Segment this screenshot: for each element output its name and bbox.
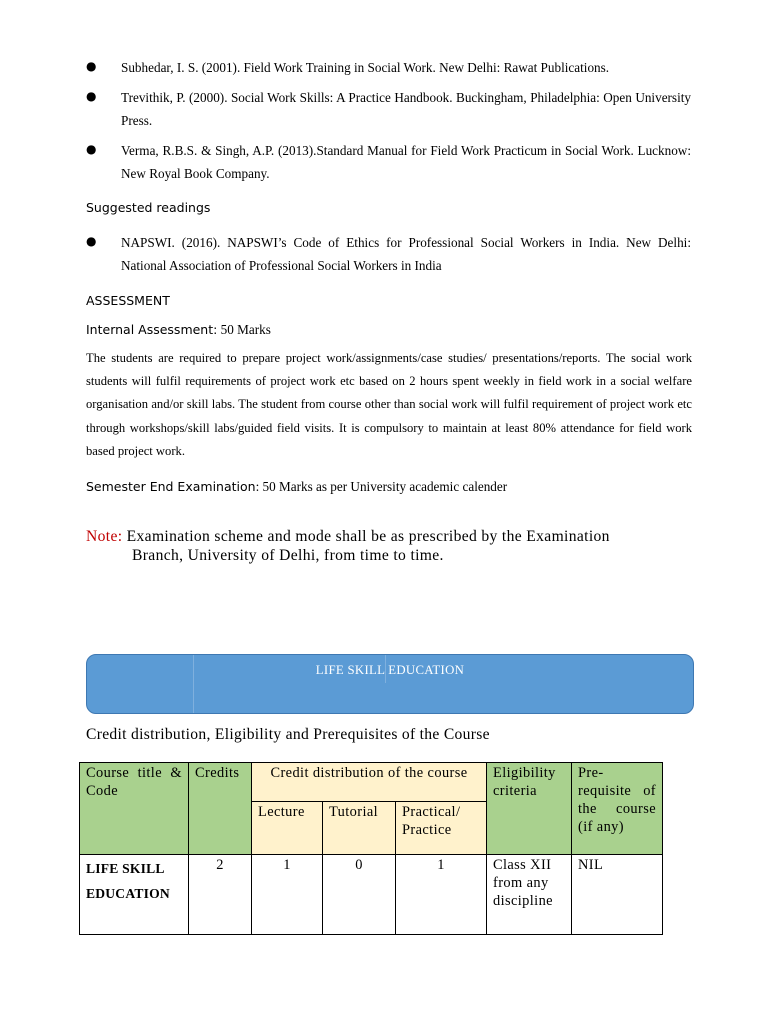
header-eligibility: Eligibility criteria [487, 763, 572, 855]
header-distribution: Credit distribution of the course [252, 763, 487, 802]
note [86, 527, 706, 546]
credit-distribution-table [79, 762, 663, 935]
bullet-icon: ● [86, 234, 97, 248]
note-line-1: Examination scheme and mode shall be as prescribed by the Examination [126, 528, 610, 545]
row-prerequisite: NIL [572, 855, 663, 935]
row-course: LIFE SKILL EDUCATION [80, 855, 189, 935]
reference-text: Verma, R.B.S. & Singh, A.P. (2013).Standard Manual for Field Work Practicum in Social Work. Lucknow: New Royal Book Company. [121, 143, 691, 181]
bullet-icon: ● [86, 59, 97, 73]
semester-end-examination [86, 479, 507, 495]
suggested-readings-heading: Suggested readings [86, 200, 211, 215]
header-prerequisite: Pre-requisite of the course (if any) [572, 763, 663, 855]
header-course: Course title & Code [80, 763, 189, 855]
row-practical: 1 [396, 855, 487, 935]
bullet-icon: ● [86, 89, 97, 103]
internal-assessment-label: Internal Assessment: [86, 322, 218, 337]
header-practical: Practical/ Practice [396, 802, 487, 855]
semester-end-value: : 50 Marks as per University academic calender [255, 479, 508, 494]
note-label: Note: [86, 528, 123, 545]
bullet-icon: ● [86, 142, 97, 156]
row-eligibility: Class XII from any discipline [487, 855, 572, 935]
assessment-paragraph: The students are required to prepare project work/assignments/case studies/ presentations/reports. The social work students will fulfil requirements of project work etc based on 2 hours spent weekly in field work in a social welfare organisation and/or skill labs. The student from course other than social work will fulfil requirement of project work etc through workshops/skill labs/guided field visits. It is compulsory to maintain at least 80% attendance for field work based project work. [86, 351, 692, 458]
header-tutorial: Tutorial [323, 802, 396, 855]
row-tutorial: 0 [323, 855, 396, 935]
semester-end-label: Semester End Examination [86, 479, 256, 494]
internal-assessment-value: 50 Marks [217, 322, 271, 337]
reference-text: Trevithik, P. (2000). Social Work Skills: A Practice Handbook. Buckingham, Philadelphia: Open University Press. [121, 90, 691, 128]
note-line-2: Branch, University of Delhi, from time to time. [132, 547, 444, 564]
header-lecture: Lecture [252, 802, 323, 855]
row-credits: 2 [189, 855, 252, 935]
suggested-reading-text: NAPSWI. (2016). NAPSWI’s Code of Ethics for Professional Social Workers in India. New Delhi: National Association of Professional Social Workers in India [121, 235, 691, 273]
reference-text: Subhedar, I. S. (2001). Field Work Training in Social Work. New Delhi: Rawat Publications. [121, 60, 610, 75]
header-credits: Credits [189, 763, 252, 855]
row-lecture: 1 [252, 855, 323, 935]
assessment-heading: ASSESSMENT [86, 293, 170, 308]
internal-assessment [86, 322, 271, 338]
banner-title: LIFE SKILL EDUCATION [315, 663, 465, 677]
course-banner [86, 654, 694, 714]
credit-section-title: Credit distribution, Eligibility and Prerequisites of the Course [86, 726, 490, 743]
